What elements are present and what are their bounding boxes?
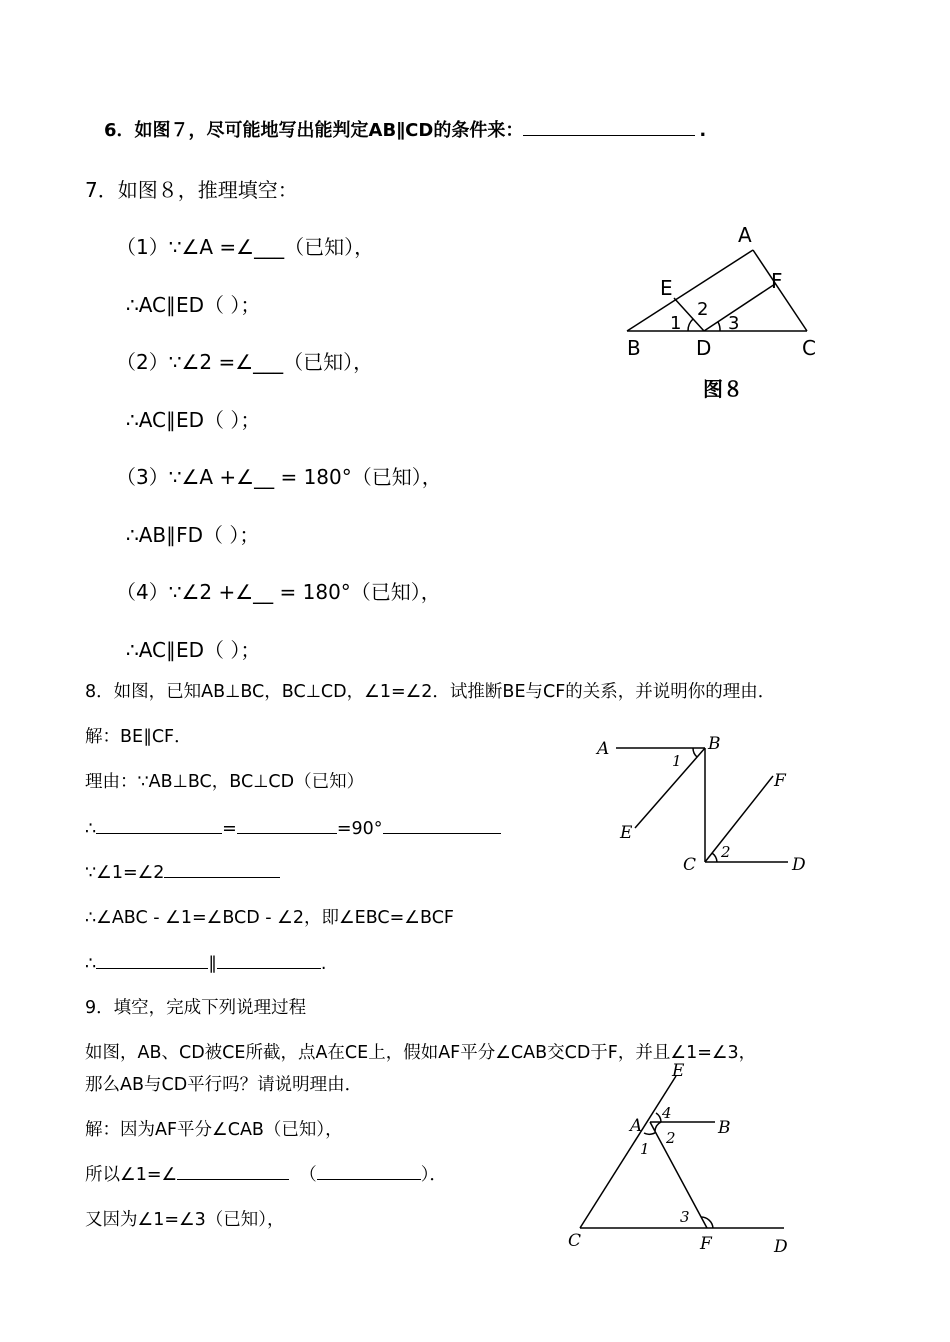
q7-line-2: ∴AC∥ED（ ）；: [126, 293, 261, 317]
figure-q8: [590, 730, 820, 880]
q8-line-4: [85, 859, 280, 883]
label-e: E: [660, 276, 673, 300]
label-b: B: [718, 1118, 731, 1138]
question-8-title: 8．如图，已知AB⊥BC，BC⊥CD，∠1=∠2．试推断BE与CF的关系，并说明你的理由．: [85, 682, 776, 702]
angle-3-label: 3: [728, 313, 740, 334]
label-d: D: [696, 336, 712, 360]
value-90: =90°: [336, 819, 383, 839]
label-b: B: [708, 734, 721, 754]
question-6: [104, 116, 706, 142]
answer-blank[interactable]: [96, 815, 222, 834]
label-c: C: [802, 336, 816, 360]
angle-4-label: 4: [662, 1104, 672, 1122]
angle-2-arc: [655, 1122, 661, 1131]
label-e: E: [620, 823, 633, 843]
answer-blank[interactable]: [164, 859, 280, 878]
answer-blank[interactable]: [177, 1161, 289, 1180]
equals-sign: =: [222, 819, 237, 839]
angle-2-label: 2: [721, 843, 731, 861]
q7-line-5: （3）∵∠A +∠__ = 180°（已知），: [116, 465, 442, 489]
q7-line-1: （1）∵∠A =∠___（已知），: [116, 235, 375, 259]
question-6-text: 6．如图７，尽可能地写出能判定AB∥CD的条件来：: [104, 120, 524, 141]
question-6-end: .: [699, 120, 707, 141]
q9-paragraph-2: 那么AB与CD平行吗？请说明理由．: [85, 1075, 363, 1095]
q7-line-3: （2）∵∠2 =∠___（已知），: [116, 350, 374, 374]
angle-1-arc: [693, 748, 697, 757]
question-9-title: 9．填空，完成下列说理过程: [85, 998, 307, 1018]
label-d: D: [792, 855, 806, 875]
therefore-symbol: ∴: [85, 954, 97, 974]
answer-blank[interactable]: [523, 117, 695, 136]
therefore-symbol: ∴: [85, 819, 97, 839]
segment-ce: [580, 1076, 676, 1228]
given-angles: ∵∠1=∠2: [85, 863, 165, 883]
angle-1-label: 1: [672, 752, 682, 770]
answer-blank[interactable]: [217, 950, 321, 969]
answer-blank[interactable]: [237, 815, 337, 834]
q7-line-4: ∴AC∥ED（ ）；: [126, 408, 261, 432]
label-f: F: [774, 771, 786, 791]
label-f: F: [700, 1234, 712, 1254]
angle-1-arc: [688, 319, 693, 331]
q8-line-6: [85, 950, 326, 974]
q8-line-3: [85, 815, 501, 839]
q7-line-6: ∴AB∥FD（ ）；: [126, 523, 260, 547]
label-f: F: [771, 269, 783, 293]
angle-2-label: 2: [697, 299, 709, 320]
angle-4-arc: [656, 1113, 661, 1122]
open-paren: （: [299, 1165, 317, 1185]
label-c: C: [568, 1231, 582, 1251]
q9-solution-3: 又因为∠1=∠3（已知），: [85, 1210, 285, 1230]
label-c: C: [683, 855, 697, 875]
q8-line-5: ∴∠ABC - ∠1=∠BCD - ∠2，即∠EBC=∠BCF: [85, 908, 454, 928]
angle-2-arc: [712, 853, 717, 862]
figure-8: [610, 220, 830, 410]
q7-line-8: ∴AC∥ED（ ）；: [126, 638, 261, 662]
q9-paragraph-1: 如图，AB、CD被CE所截，点A在CE上，假如AF平分∠CAB交CD于F，并且∠1=∠3，: [85, 1043, 757, 1063]
q7-line-7: （4）∵∠2 +∠__ = 180°（已知），: [116, 580, 441, 604]
q8-answer: 解：BE∥CF．: [85, 727, 192, 747]
angle-1-arc: [644, 1132, 656, 1134]
angle-3-arc: [718, 322, 720, 331]
figure-q9: [560, 1060, 810, 1260]
angle-3-label: 3: [680, 1208, 690, 1226]
angle-equality: 所以∠1=∠: [85, 1165, 178, 1185]
angle-1-label: 1: [640, 1140, 650, 1158]
label-b: B: [627, 336, 641, 360]
angle-2-label: 2: [666, 1129, 676, 1147]
label-a: A: [597, 739, 610, 759]
answer-blank[interactable]: [383, 815, 501, 834]
label-e: E: [672, 1061, 685, 1081]
question-7-title: 7．如图８，推理填空：: [85, 178, 298, 202]
segment-cf: [705, 776, 773, 862]
angle-1-label: 1: [670, 313, 682, 334]
segment-be: [635, 748, 705, 828]
period: .: [320, 954, 327, 974]
q9-solution-2: [85, 1161, 447, 1186]
label-d: D: [774, 1237, 788, 1257]
segment-df: [704, 284, 775, 331]
figure-8-caption: 图８: [703, 377, 743, 401]
parallel-sign: ∥: [208, 954, 217, 974]
close-paren: ）．: [420, 1165, 447, 1185]
answer-blank[interactable]: [96, 950, 208, 969]
segment-af: [650, 1122, 707, 1228]
answer-blank[interactable]: [317, 1161, 421, 1180]
label-a: A: [630, 1116, 643, 1136]
label-a: A: [738, 223, 752, 247]
q8-reason: 理由：∵AB⊥BC，BC⊥CD（已知）: [85, 772, 365, 792]
q9-solution-1: 解：因为AF平分∠CAB（已知），: [85, 1120, 343, 1140]
